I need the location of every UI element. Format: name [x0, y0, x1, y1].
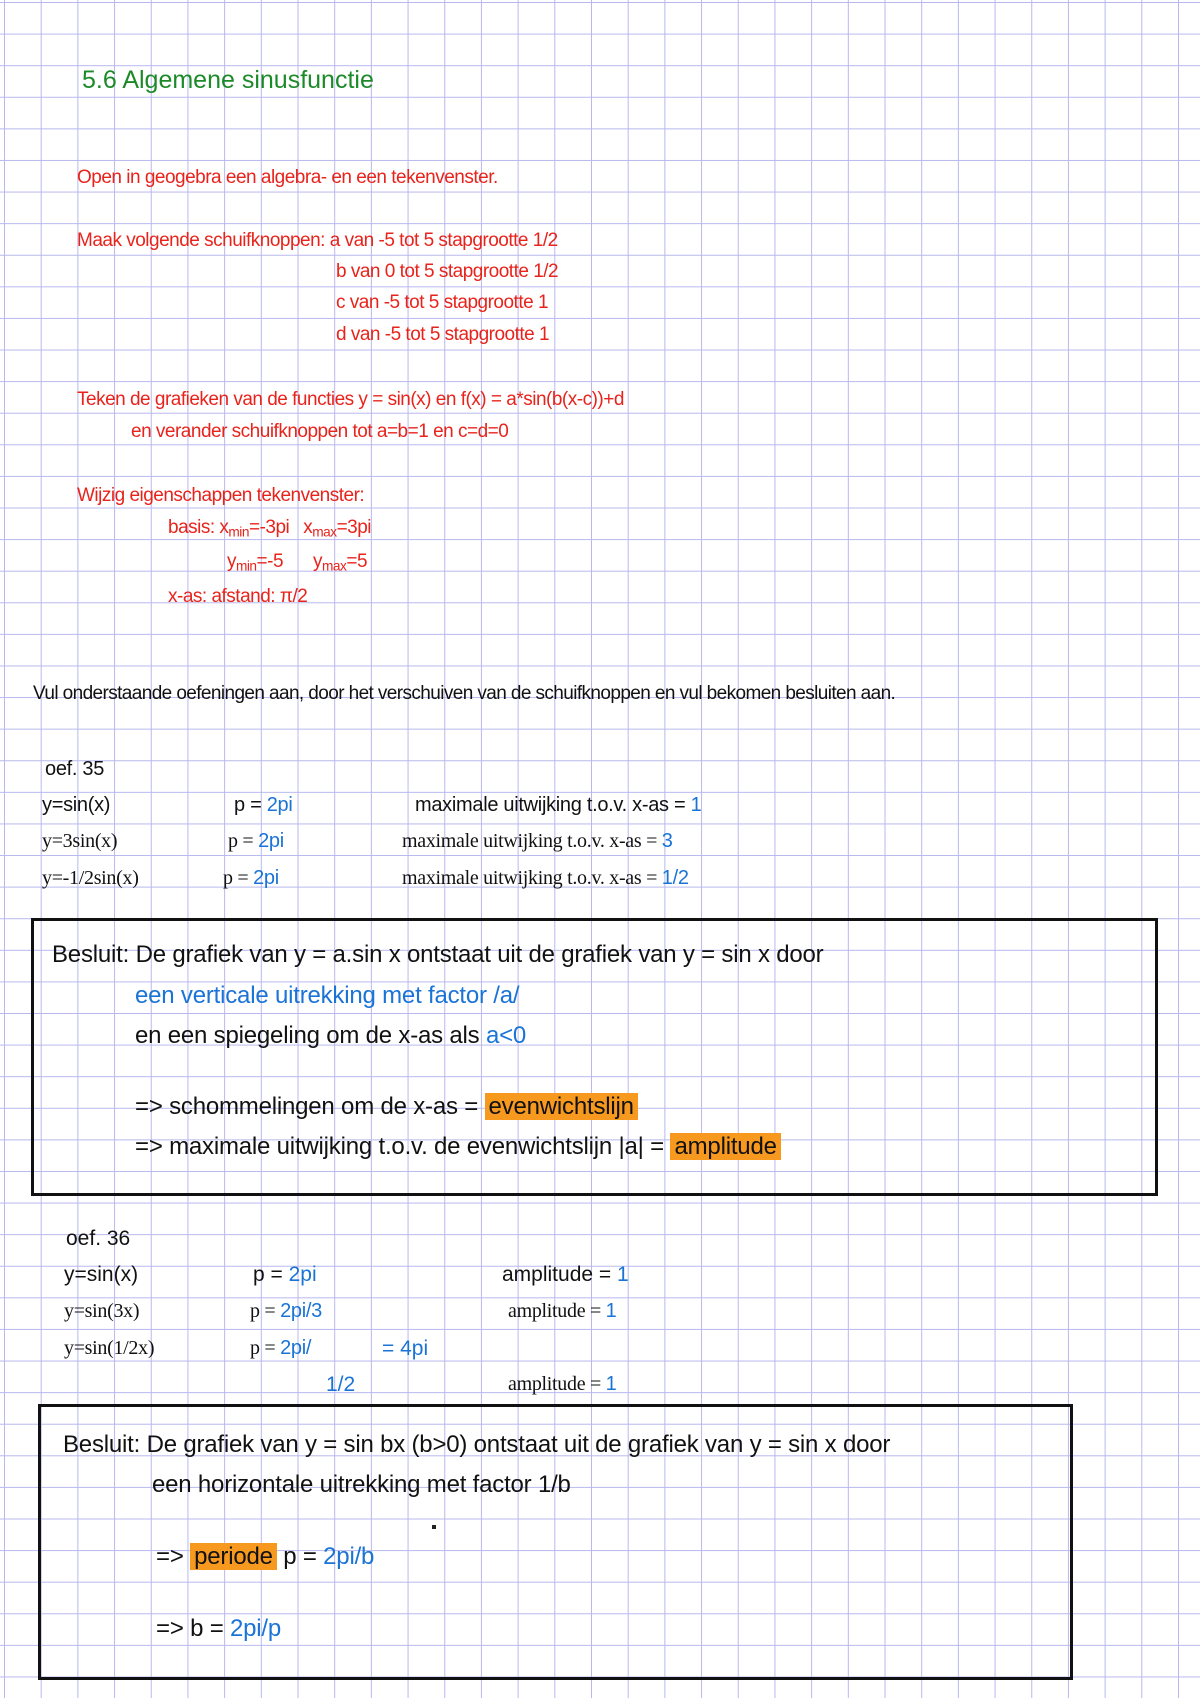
ex35-row2-function: y=3sin(x)	[42, 830, 118, 852]
conclusion-2-line1: Besluit: De grafiek van y = sin bx (b>0) ontstaat uit de grafiek van y = sin x door	[63, 1431, 891, 1458]
ex36-row2-function: y=sin(3x)	[64, 1300, 140, 1322]
instruction-open-geogebra: Open in geogebra een algebra- en een tekenvenster.	[77, 167, 498, 188]
ex36-row1-function: y=sin(x)	[64, 1263, 139, 1286]
conclusion-1-equilibrium: => schommelingen om de x-as = evenwichtslijn	[135, 1095, 638, 1119]
conclusion-2-horizontal-stretch: een horizontale uitrekking met factor 1/b	[152, 1471, 571, 1498]
instruction-slider-b: b van 0 tot 5 stapgrootte 1/2	[336, 261, 559, 282]
conclusion-2-b-formula: => b = 2pi/p	[156, 1615, 282, 1642]
ex36-row1-amplitude: amplitude = 1	[502, 1263, 629, 1286]
ex35-row1-period: p = 2pi	[234, 794, 293, 816]
ex35-row3-period: p = 2pi	[223, 867, 279, 889]
ex36-row2-period: p = 2pi/3	[250, 1300, 322, 1322]
ex35-row1-function: y=sin(x)	[42, 794, 111, 816]
ex36-row3-amplitude: amplitude = 1	[508, 1373, 617, 1395]
window-basis-x: basis: $x_{min}=-3pi$ $x_{max}=3pi$	[168, 517, 372, 540]
page-title: 5.6 Algemene sinusfunctie	[82, 66, 374, 94]
conclusion-1-amplitude: => maximale uitwijking t.o.v. de evenwichtslijn |a| = amplitude	[135, 1135, 781, 1159]
instruction-slider-d: d van -5 tot 5 stapgrootte 1	[336, 324, 550, 345]
ex36-row2-amplitude: amplitude = 1	[508, 1300, 617, 1322]
ex35-row2-deviation: maximale uitwijking t.o.v. x-as = 3	[402, 830, 673, 852]
ex36-row3-period: p = 2pi/	[250, 1337, 312, 1359]
window-xaxis-distance: x-as: afstand: π/2	[168, 586, 308, 607]
conclusion-1-line1: Besluit: De grafiek van y = a.sin x ontstaat uit de grafiek van y = sin x door	[52, 941, 824, 968]
exercise-intro: Vul onderstaande oefeningen aan, door het verschuiven van de schuifknoppen en vul bekomen besluiten aan.	[33, 683, 896, 704]
window-basis-y: $y_{min}=-5$ $y_{max}=5$	[227, 551, 368, 574]
conclusion-1-vertical-stretch: een verticale uitrekking met factor /a/	[135, 982, 520, 1009]
instruction-adjust-sliders: en verander schuifknoppen tot a=b=1 en c=d=0	[131, 421, 509, 442]
conclusion-2-period: => periode p = 2pi/b	[156, 1543, 375, 1570]
exercise-36-label: oef. 36	[66, 1227, 131, 1250]
conclusion-1-reflection: en een spiegeling om de x-as als a<0	[135, 1022, 527, 1049]
ex35-row3-deviation: maximale uitwijking t.o.v. x-as = 1/2	[402, 867, 689, 889]
ex35-row3-function: y=-1/2sin(x)	[42, 867, 139, 889]
ex36-row1-period: p = 2pi	[253, 1263, 317, 1286]
ex36-row3-period-denominator: 1/2	[326, 1373, 356, 1396]
ex35-row1-deviation: maximale uitwijking t.o.v. x-as = 1	[415, 794, 702, 816]
instruction-window-properties: Wijzig eigenschappen tekenvenster:	[77, 485, 365, 506]
ex36-row3-function: y=sin(1/2x)	[64, 1337, 155, 1359]
instruction-draw-graphs: Teken de grafieken van de functies y = sin(x) en f(x) = a*sin(b(x-c))+d	[77, 389, 624, 410]
ex36-row3-period-result: = 4pi	[382, 1337, 429, 1360]
stray-dot	[432, 1525, 436, 1529]
instruction-sliders: Maak volgende schuifknoppen: a van -5 tot 5 stapgrootte 1/2	[77, 230, 558, 251]
exercise-35-label: oef. 35	[45, 758, 105, 780]
ex35-row2-period: p = 2pi	[228, 830, 284, 852]
instruction-slider-c: c van -5 tot 5 stapgrootte 1	[336, 292, 549, 313]
